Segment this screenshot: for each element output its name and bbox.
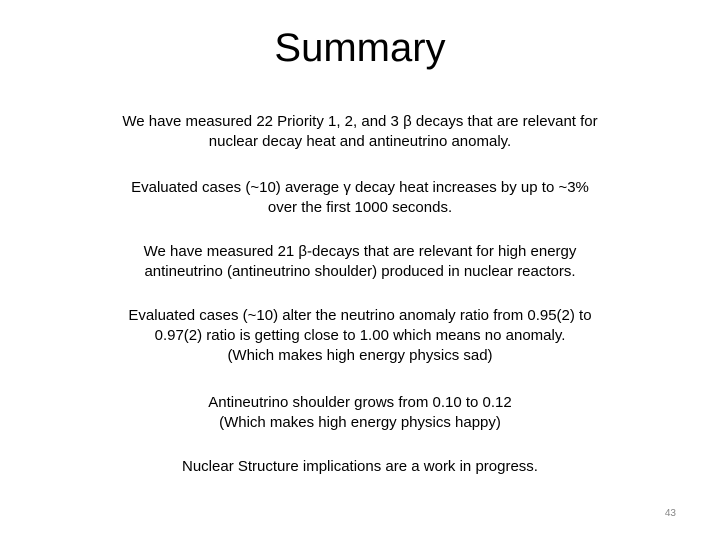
slide-title: Summary (274, 26, 446, 70)
paragraph-line: nuclear decay heat and antineutrino anomaly. (208, 133, 512, 150)
summary-paragraph-decays-measured (60, 112, 660, 152)
paragraph-line: Evaluated cases (~10) alter the neutrino anomaly ratio from 0.95(2) to (128, 307, 592, 324)
summary-paragraph-shoulder (60, 393, 660, 433)
paragraph-line: over the first 1000 seconds. (267, 199, 453, 216)
paragraph-line: Evaluated cases (~10) average γ decay heat increases by up to ~3% (131, 179, 589, 196)
page-number: 43 (664, 508, 676, 519)
paragraph-line: (Which makes high energy physics sad) (227, 347, 493, 364)
paragraph-line: Antineutrino shoulder grows from 0.10 to 0.12 (208, 394, 512, 411)
summary-paragraph-nuclear-structure (60, 457, 660, 477)
paragraph-line: (Which makes high energy physics happy) (219, 414, 501, 431)
paragraph-line: We have measured 21 β-decays that are relevant for high energy (143, 243, 577, 260)
paragraph-line: antineutrino (antineutrino shoulder) produced in nuclear reactors. (144, 263, 576, 280)
summary-paragraph-decay-heat (60, 178, 660, 218)
summary-paragraph-anomaly-ratio (60, 306, 660, 366)
paragraph-line: 0.97(2) ratio is getting close to 1.00 which means no anomaly. (154, 327, 566, 344)
paragraph-line: We have measured 22 Priority 1, 2, and 3 β decays that are relevant for (122, 113, 598, 130)
paragraph-line: Nuclear Structure implications are a work in progress. (182, 458, 538, 475)
summary-paragraph-high-energy-antineutrino (60, 242, 660, 282)
